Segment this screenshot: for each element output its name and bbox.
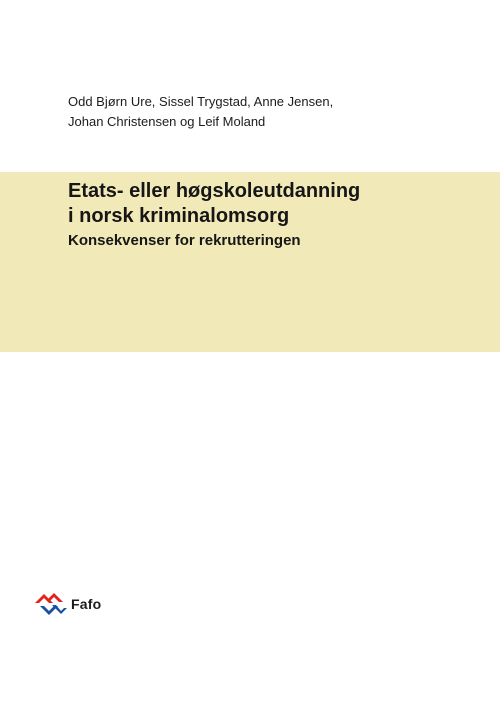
- publisher-name: Fafo: [71, 596, 102, 612]
- report-title: [68, 179, 360, 229]
- publisher-logo: [34, 591, 101, 617]
- report-subtitle: Konsekvenser for rekrutteringen: [68, 232, 301, 249]
- fafo-logo-icon: [34, 591, 68, 617]
- title-line-2: i norsk kriminalomsorg: [68, 205, 290, 227]
- author-line-2: Johan Christensen og Leif Moland: [68, 114, 266, 129]
- title-line-1: Etats- eller høgskoleutdanning: [68, 180, 361, 202]
- author-list: [68, 92, 333, 132]
- author-line-1: Odd Bjørn Ure, Sissel Trygstad, Anne Jensen,: [68, 94, 334, 109]
